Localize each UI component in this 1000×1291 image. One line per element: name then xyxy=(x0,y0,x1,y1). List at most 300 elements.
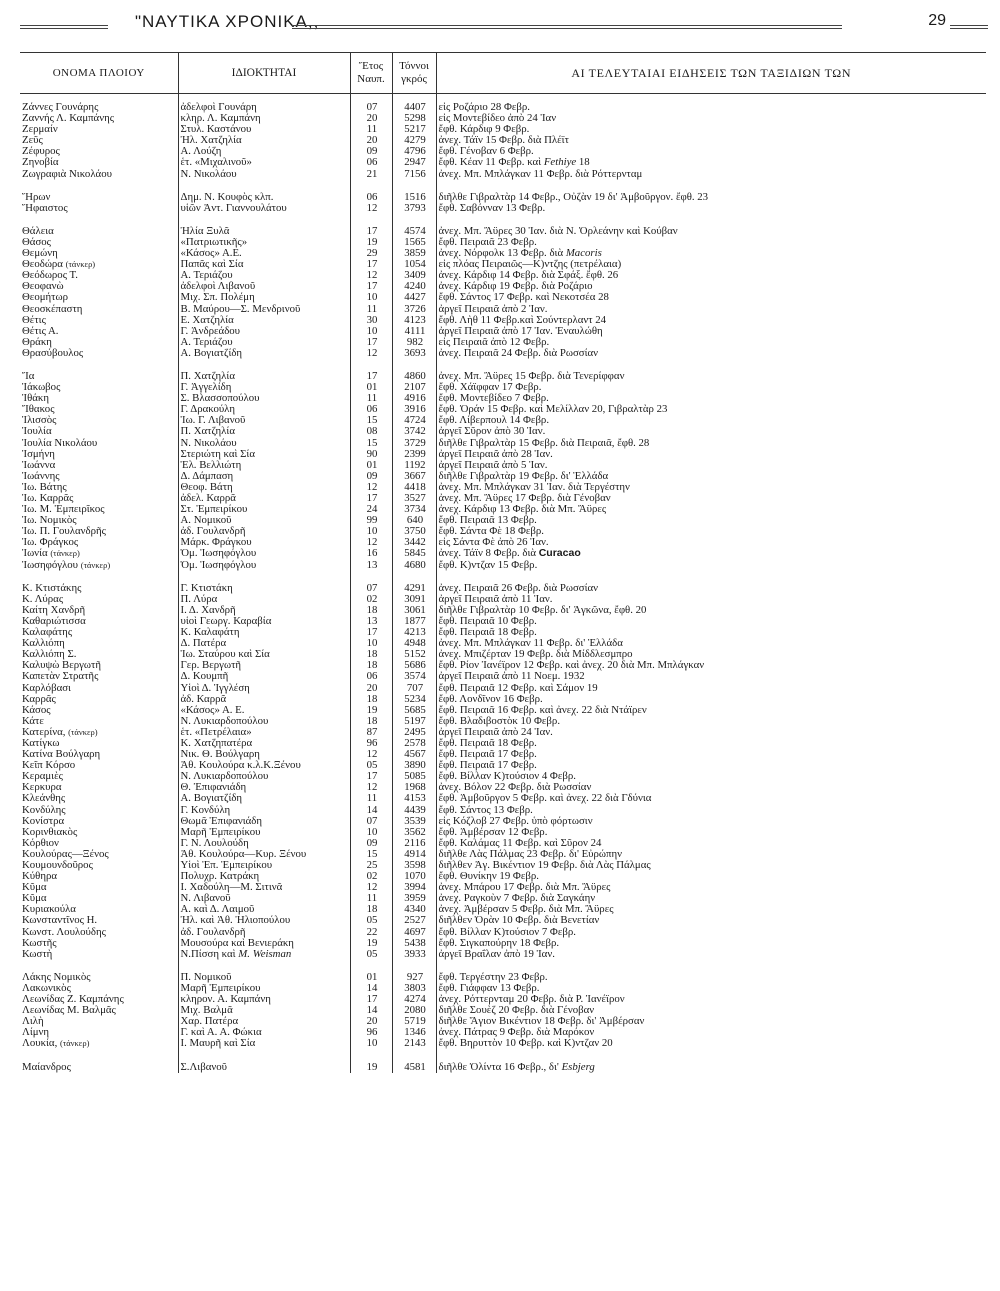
spacer-cell xyxy=(392,960,436,972)
table-row xyxy=(20,515,986,526)
table-row xyxy=(20,760,986,771)
ship-name: Λουκία, (τάνκερ) xyxy=(22,1038,90,1050)
table-row xyxy=(20,1062,986,1073)
ship-name: Κάτε xyxy=(22,715,44,727)
gross-tons: 3693 xyxy=(392,348,436,359)
ship-name: Καλαφάτης xyxy=(22,627,73,639)
gross-tons: 3916 xyxy=(392,404,436,415)
latest-news: διῆλθε Γιβραλτὰρ 10 Φεβρ. δι' Ἀγκῶνα, ἔφθ. 20 xyxy=(436,605,986,616)
gross-tons: 7156 xyxy=(392,169,436,180)
table-row xyxy=(20,203,986,214)
table-row xyxy=(20,315,986,326)
table-row xyxy=(20,949,986,960)
owner: Ὁμ. Ἰωσηφόγλου xyxy=(178,560,350,571)
year-built: 10 xyxy=(350,1038,392,1049)
gross-tons: 3803 xyxy=(392,983,436,994)
table-row xyxy=(20,871,986,882)
gross-tons: 982 xyxy=(392,337,436,348)
spacer-cell xyxy=(350,571,392,583)
latest-news: ἀνεχ. Νόρφολκ 13 Φεβρ. διὰ Macoris xyxy=(436,248,986,259)
gross-tons: 5152 xyxy=(392,649,436,660)
latest-news: ἔφθ. Λονδῖνον 16 Φεβρ. xyxy=(436,694,986,705)
ship-name: Ἰω. Καρρᾶς xyxy=(22,493,74,504)
gross-tons: 2495 xyxy=(392,727,436,738)
gross-tons: 5686 xyxy=(392,660,436,671)
owner: Ἑλ. Βελλιώτη xyxy=(178,460,350,471)
owner: Γ. καὶ Α. Α. Φώκια xyxy=(178,1027,350,1038)
gross-tons: 2107 xyxy=(392,382,436,393)
latest-news: ἔφθ. Πειραιᾶ 18 Φεβρ. xyxy=(436,627,986,638)
latest-news: διῆλθεν Ἀγ. Βικέντιον 19 Φεβρ. διὰ Λὰς Πάλμας xyxy=(436,860,986,871)
gross-tons: 4240 xyxy=(392,281,436,292)
gross-tons: 4153 xyxy=(392,793,436,804)
owner: Ἀθ. Κουλούρα κ.λ.Κ.Ξένου xyxy=(178,760,350,771)
gross-tons: 4948 xyxy=(392,638,436,649)
table-row xyxy=(20,705,986,716)
year-built: 18 xyxy=(350,605,392,616)
table-row xyxy=(20,259,986,270)
owner: Σ.Λιβανοῦ xyxy=(178,1062,350,1073)
ship-name: Θάλεια xyxy=(22,225,54,237)
ship-name: Καίτη Χανδρῆ xyxy=(22,604,86,616)
ship-name: Λάκης Νομικὸς xyxy=(22,971,91,983)
latest-news: διῆλθε Λὰς Πάλμας 23 Φεβρ. δι' Εὐρώπην xyxy=(436,849,986,860)
ship-name: Ἰσμήνη xyxy=(22,448,55,460)
latest-news: ἔφθ. Πειραιᾶ 17 Φεβρ. xyxy=(436,760,986,771)
owner: Β. Μαύρου—Σ. Μενδρινοῦ xyxy=(178,304,350,315)
table-row xyxy=(20,782,986,793)
owner: Ι. Δ. Χανδρῆ xyxy=(178,605,350,616)
ship-name: Κονδύλης xyxy=(22,804,66,816)
ship-name: Κονίστρα xyxy=(22,815,65,827)
journal-title: "ΝΑΥΤΙΚΑ ΧΡΟΝΙΚΑ,, xyxy=(135,12,320,31)
gross-tons: 4860 xyxy=(392,371,436,382)
owner: Π. Νομικοῦ xyxy=(178,972,350,983)
latest-news: διῆλθε Σουὲζ 20 Φεβρ. διὰ Γένοβαν xyxy=(436,1005,986,1016)
ship-name: Θεμώνη xyxy=(22,248,58,260)
owner: Ἠλία Ξυλᾶ xyxy=(178,226,350,237)
latest-news: ἔφθ. Πειραιᾶ 18 Φεβρ. xyxy=(436,738,986,749)
table-row xyxy=(20,882,986,893)
gross-tons: 3726 xyxy=(392,304,436,315)
latest-news: ἀνεχ. Τάϊν 8 Φεβρ. διὰ Curacao xyxy=(436,548,986,559)
gross-tons: 4439 xyxy=(392,805,436,816)
year-built: 01 xyxy=(350,382,392,393)
year-built: 15 xyxy=(350,849,392,860)
spacer-cell xyxy=(350,214,392,226)
table-row xyxy=(20,404,986,415)
table-row xyxy=(20,827,986,838)
gross-tons: 3442 xyxy=(392,537,436,548)
ship-name: Κῦμα xyxy=(22,882,47,894)
latest-news: ἀργεῖ Πειραιᾶ ἀπὸ 11 Ἰαν. xyxy=(436,594,986,605)
gross-tons: 707 xyxy=(392,683,436,694)
ship-name: Κῦμα xyxy=(22,893,47,905)
gross-tons: 3598 xyxy=(392,860,436,871)
table-row xyxy=(20,904,986,915)
ship-name: Λίμνη xyxy=(22,1027,50,1039)
table-row xyxy=(20,237,986,248)
ship-name: Θρασύβουλος xyxy=(22,347,84,359)
spacer-cell xyxy=(178,571,350,583)
spacer-cell xyxy=(20,214,178,226)
ship-name: Κλεάνθης xyxy=(22,793,66,805)
latest-news: ἔφθ. Βίλλαν Κ)τούσιον 4 Φεβρ. xyxy=(436,771,986,782)
gross-tons: 640 xyxy=(392,515,436,526)
owner: κληρον. Α. Καμπάνη xyxy=(178,994,350,1005)
year-built: 16 xyxy=(350,548,392,559)
year-built: 09 xyxy=(350,838,392,849)
gross-tons: 3527 xyxy=(392,493,436,504)
owner: Α. Βογιατζίδη xyxy=(178,793,350,804)
owner: Μουσούρα καὶ Βενιεράκη xyxy=(178,938,350,949)
latest-news: ἀργεῖ Πειραιᾶ ἀπὸ 28 Ἰαν. xyxy=(436,449,986,460)
latest-news: διῆλθε Ἅγιον Βικέντιον 18 Φεβρ. δι' Ἀμβέρσαν xyxy=(436,1016,986,1027)
ship-name: Κατίνα Βούλγαρη xyxy=(22,749,101,761)
ship-name: Ζέφυρος xyxy=(22,146,60,158)
ship-name: Θέτις Α. xyxy=(22,325,59,337)
owner: Ν. Νικολάου xyxy=(178,169,350,180)
table-row xyxy=(20,337,986,348)
owner: Ἠλ. Χατζηλία xyxy=(178,135,350,146)
ship-name: Ἰω. Φράγκος xyxy=(22,537,79,549)
header-rule-left xyxy=(20,25,108,29)
owner: Α. Τεριάζου xyxy=(178,270,350,281)
owner: Ἠλ. καὶ Ἀθ. Ἠλιοπούλου xyxy=(178,915,350,926)
spacer-cell xyxy=(436,960,986,972)
year-built: 10 xyxy=(350,292,392,303)
gross-tons: 1054 xyxy=(392,259,436,270)
table-row xyxy=(20,560,986,571)
latest-news: ἀργεῖ Σῦρον ἀπὸ 30 Ἰαν. xyxy=(436,426,986,437)
latest-news: ἔφθ. Σάντα Φὲ 18 Φεβρ. xyxy=(436,526,986,537)
gross-tons: 1192 xyxy=(392,460,436,471)
owner: Θ. Ἐπιφανιάδη xyxy=(178,782,350,793)
col-header-year-bottom: Ναυπ. xyxy=(357,73,385,85)
owner: Στ. Ἐμπειρίκου xyxy=(178,504,350,515)
gross-tons: 4796 xyxy=(392,146,436,157)
header-rule-middle xyxy=(292,25,842,29)
spacer-cell xyxy=(350,960,392,972)
year-built: 15 xyxy=(350,415,392,426)
owner: Ὁμ. Ἰωσηφόγλου xyxy=(178,548,350,559)
page-number: 29 xyxy=(928,12,946,29)
ship-name: Θάσος xyxy=(22,236,51,248)
col-header-tons xyxy=(392,53,436,94)
gross-tons: 2578 xyxy=(392,738,436,749)
gross-tons: 3729 xyxy=(392,438,436,449)
ship-news-table xyxy=(20,52,986,1073)
gross-tons: 3859 xyxy=(392,248,436,259)
latest-news: ἔφθ. Ἀμβοῦργον 5 Φεβρ. καὶ ἀνεχ. 22 διὰ Γδύνια xyxy=(436,793,986,804)
year-built: 18 xyxy=(350,716,392,727)
year-built: 19 xyxy=(350,1062,392,1073)
gross-tons: 3750 xyxy=(392,526,436,537)
ship-name: Ἰλισσὸς xyxy=(22,415,57,427)
spacer-cell xyxy=(392,214,436,226)
ship-name: Κεραμιὲς xyxy=(22,771,63,783)
gross-tons: 5234 xyxy=(392,694,436,705)
table-row xyxy=(20,382,986,393)
table-row xyxy=(20,927,986,938)
year-built: 12 xyxy=(350,782,392,793)
latest-news: ἔφθ. Σάντος 17 Φεβρ. καὶ Νεκοτσέα 28 xyxy=(436,292,986,303)
owner: Γ. Δρακούλη xyxy=(178,404,350,415)
ship-name: Θεοσκέπαστη xyxy=(22,303,83,315)
owner: Μαρῆ Ἐμπειρίκου xyxy=(178,983,350,994)
year-built: 13 xyxy=(350,560,392,571)
spacer-cell xyxy=(178,180,350,192)
table-row xyxy=(20,113,986,124)
owner: Ἰω. Γ. Λιβανοῦ xyxy=(178,415,350,426)
owner: Στυλ. Καστάνου xyxy=(178,124,350,135)
year-built: 10 xyxy=(350,827,392,838)
owner: Θεοφ. Βάτη xyxy=(178,482,350,493)
header-rule-right xyxy=(950,25,988,29)
gross-tons: 5438 xyxy=(392,938,436,949)
year-built: 17 xyxy=(350,994,392,1005)
table-row xyxy=(20,135,986,146)
col-header-owners: ΙΔΙΟΚΤΗΤΑΙ xyxy=(178,53,350,94)
group-spacer xyxy=(20,1050,986,1062)
table-row xyxy=(20,124,986,135)
latest-news: διῆλθε Ὀλίντα 16 Φεβρ., δι' Esbjerg xyxy=(436,1062,986,1073)
ship-name: Ἰωάννα xyxy=(22,459,56,471)
gross-tons: 2527 xyxy=(392,915,436,926)
owner: Γ. Κονδύλη xyxy=(178,805,350,816)
ship-name: Ζαννής Λ. Καμπάνης xyxy=(22,113,115,125)
owner: Ι. Μαυρῆ καὶ Σία xyxy=(178,1038,350,1049)
year-built: 01 xyxy=(350,460,392,471)
latest-news: ἔφθ. Λὴθ 11 Φεβρ.καὶ Σούντερλαντ 24 xyxy=(436,315,986,326)
owner: υἱῶν Ἀντ. Γιαννουλάτου xyxy=(178,203,350,214)
table-row xyxy=(20,304,986,315)
year-built: 19 xyxy=(350,237,392,248)
ship-name: Ζηνοβία xyxy=(22,157,59,169)
year-built: 08 xyxy=(350,426,392,437)
year-built: 15 xyxy=(350,438,392,449)
table-row xyxy=(20,638,986,649)
owner: Π. Λύρα xyxy=(178,594,350,605)
owner: Μάρκ. Φράγκου xyxy=(178,537,350,548)
owner: Μιχ. Σπ. Πολέμη xyxy=(178,292,350,303)
owner: ἀδ. Γουλανδρῆ xyxy=(178,927,350,938)
latest-news: ἀνεχ. Μπιζέρταν 19 Φεβρ. διὰ Μίδδλεσμπρο xyxy=(436,649,986,660)
gross-tons: 2399 xyxy=(392,449,436,460)
latest-news: ἀργεῖ Πειραιᾶ ἀπὸ 24 Ἰαν. xyxy=(436,727,986,738)
year-built: 22 xyxy=(350,927,392,938)
table-row xyxy=(20,1005,986,1016)
year-built: 87 xyxy=(350,727,392,738)
owner: ἑτ. «Πετρέλαια» xyxy=(178,727,350,738)
ship-name: Κουμουνδοῦρος xyxy=(22,860,93,871)
year-built: 17 xyxy=(350,371,392,382)
owner: Ἀθ. Κουλούρα—Κυρ. Ξένου xyxy=(178,849,350,860)
spacer-cell xyxy=(178,359,350,371)
latest-news: ἔφθ. Κέαν 11 Φεβρ. καὶ Fethiye 18 xyxy=(436,157,986,168)
owner: Υἱοὶ Ἐπ. Ἐμπειρίκου xyxy=(178,860,350,871)
ship-name: Κωστῆς xyxy=(22,937,57,949)
spacer-cell xyxy=(178,1050,350,1062)
year-built: 17 xyxy=(350,259,392,270)
spacer-cell xyxy=(20,571,178,583)
gross-tons: 1877 xyxy=(392,616,436,627)
gross-tons: 4340 xyxy=(392,904,436,915)
ship-name: Λιλὴ xyxy=(22,1016,44,1028)
gross-tons: 4581 xyxy=(392,1062,436,1073)
gross-tons: 2080 xyxy=(392,1005,436,1016)
year-built: 10 xyxy=(350,526,392,537)
latest-news: διῆλθε Γιβραλτὰρ 19 Φεβρ. δι' Ἑλλάδα xyxy=(436,471,986,482)
owner: Π. Χατζηλία xyxy=(178,371,350,382)
latest-news: ἔφθ. Σάντος 13 Φεβρ. xyxy=(436,805,986,816)
table-row xyxy=(20,627,986,638)
year-built: 19 xyxy=(350,705,392,716)
table-row xyxy=(20,671,986,682)
year-built: 17 xyxy=(350,226,392,237)
gross-tons: 5197 xyxy=(392,716,436,727)
table-row xyxy=(20,716,986,727)
table-row xyxy=(20,915,986,926)
spacer-cell xyxy=(436,1050,986,1062)
table-row xyxy=(20,805,986,816)
gross-tons: 3994 xyxy=(392,882,436,893)
table-row xyxy=(20,537,986,548)
gross-tons: 3409 xyxy=(392,270,436,281)
gross-tons: 1346 xyxy=(392,1027,436,1038)
latest-news: ἔφθ. Κ)ντζαν 15 Φεβρ. xyxy=(436,560,986,571)
year-built: 11 xyxy=(350,393,392,404)
owner: Θωμᾶ Ἐπιφανιάδη xyxy=(178,816,350,827)
latest-news: ἔφθ. Πειραιᾶ 12 Φεβρ. καὶ Σάμον 19 xyxy=(436,683,986,694)
latest-news: ἔφθ. Γένοβαν 6 Φεβρ. xyxy=(436,146,986,157)
year-built: 11 xyxy=(350,304,392,315)
ship-name: Ἥρων xyxy=(22,191,51,203)
ship-name: Λεωνίδας Μ. Βαλμᾶς xyxy=(22,1005,116,1017)
gross-tons: 5719 xyxy=(392,1016,436,1027)
table-row xyxy=(20,605,986,616)
owner: Ν. Λιβανοῦ xyxy=(178,893,350,904)
latest-news: ἀνεχ. Ραγκοὺν 7 Φεβρ. διὰ Σαγκάην xyxy=(436,893,986,904)
spacer-cell xyxy=(436,214,986,226)
latest-news: ἔφθ. Σιγκαπούρην 18 Φεβρ. xyxy=(436,938,986,949)
year-built: 14 xyxy=(350,1005,392,1016)
ship-name: Ἰω. Νομικὸς xyxy=(22,515,77,527)
latest-news: ἔφθ. Πειραιᾶ 10 Φεβρ. xyxy=(436,616,986,627)
year-built: 29 xyxy=(350,248,392,259)
table-row xyxy=(20,393,986,404)
ship-name: Κουλούρας—Ξένος xyxy=(22,848,109,860)
gross-tons: 3933 xyxy=(392,949,436,960)
owner: Δ. Πατέρα xyxy=(178,638,350,649)
latest-news: ἀνεχ. Ρόττερνταμ 20 Φεβρ. διὰ Ρ. Ἰανέϊρον xyxy=(436,994,986,1005)
gross-tons: 3574 xyxy=(392,671,436,682)
latest-news: ἀνεχ. Κάρδιφ 19 Φεβρ. διὰ Ροζάριο xyxy=(436,281,986,292)
latest-news: ἔφθ. Κάρδιφ 9 Φεβρ. xyxy=(436,124,986,135)
year-built: 10 xyxy=(350,326,392,337)
year-built: 17 xyxy=(350,627,392,638)
ship-name: Κάσος xyxy=(22,704,51,716)
ship-name: Καλλιόπη xyxy=(22,638,65,650)
table-row xyxy=(20,1016,986,1027)
owner: Ν. Νικολάου xyxy=(178,438,350,449)
ship-name: Καλυψὼ Βεργωτῆ xyxy=(22,660,101,672)
ship-name: Ἰω. Μ. Ἐμπειρῖκος xyxy=(22,504,105,516)
spacer-cell xyxy=(436,359,986,371)
year-built: 13 xyxy=(350,616,392,627)
ship-name: Λακωνικὸς xyxy=(22,982,71,994)
gross-tons: 4574 xyxy=(392,226,436,237)
col-header-latest-news: ΑΙ ΤΕΛΕΥΤΑΙΑΙ ΕΙΔΗΣΕΙΣ ΤΩΝ ΤΑΞΙΔΙΩΝ ΤΩΝ xyxy=(436,53,986,94)
owner: ἀδ. Καρρᾶ xyxy=(178,694,350,705)
spacer-cell xyxy=(20,960,178,972)
owner: Π. Χατζηλία xyxy=(178,426,350,437)
latest-news: ἀνεχ. Βόλον 22 Φεβρ. διὰ Ρωσσίαν xyxy=(436,782,986,793)
ship-name: Ἥφαιστος xyxy=(22,202,68,214)
spacer-cell xyxy=(178,214,350,226)
gross-tons: 3562 xyxy=(392,827,436,838)
latest-news: ἀνεχ. Μπ. Ἄϋρες 15 Φεβρ. διὰ Τενερίφφαν xyxy=(436,371,986,382)
year-built: 14 xyxy=(350,805,392,816)
year-built: 07 xyxy=(350,583,392,594)
year-built: 20 xyxy=(350,135,392,146)
table-row xyxy=(20,860,986,871)
col-header-year-top: Ἔτος xyxy=(358,60,384,72)
year-built: 18 xyxy=(350,660,392,671)
ship-name: Θέτις xyxy=(22,314,46,326)
ship-name: Καρλόβασι xyxy=(22,682,71,694)
owner: Μαρῆ Ἐμπειρίκου xyxy=(178,827,350,838)
owner: Δ. Κουμπῆ xyxy=(178,671,350,682)
year-built: 12 xyxy=(350,882,392,893)
group-spacer xyxy=(20,180,986,192)
ship-name: Κατίγκω xyxy=(22,737,60,749)
ship-name: Κωνστ. Λουλούδης xyxy=(22,926,106,938)
ship-name: Κεῖπ Κόρσο xyxy=(22,760,76,772)
spacer-cell xyxy=(392,571,436,583)
owner: Χαρ. Πατέρα xyxy=(178,1016,350,1027)
ship-name: Καλλιόπη Σ. xyxy=(22,649,77,661)
owner: Γερ. Βεργωτῆ xyxy=(178,660,350,671)
latest-news: εἰς Μοντεβίδεο ἀπὸ 24 Ἰαν xyxy=(436,113,986,124)
spacer-cell xyxy=(20,359,178,371)
year-built: 14 xyxy=(350,983,392,994)
owner: Νικ. Θ. Βούλγαρη xyxy=(178,749,350,760)
table-row xyxy=(20,583,986,594)
table-row xyxy=(20,292,986,303)
year-built: 20 xyxy=(350,683,392,694)
ship-name: Κόρθιον xyxy=(22,837,59,849)
owner: Μιχ. Βαλμᾶ xyxy=(178,1005,350,1016)
table-row xyxy=(20,983,986,994)
ship-name: Κωστὴ xyxy=(22,948,53,960)
latest-news: εἰς Κόζλοβ 27 Φεβρ. ὑπὸ φόρτωσιν xyxy=(436,816,986,827)
gross-tons: 4916 xyxy=(392,393,436,404)
gross-tons: 5685 xyxy=(392,705,436,716)
gross-tons: 5845 xyxy=(392,548,436,559)
year-built: 96 xyxy=(350,738,392,749)
owner: Δ. Δάμπαση xyxy=(178,471,350,482)
ship-name: Κατερίνα, (τάνκερ) xyxy=(22,726,98,738)
owner: «Κάσος» Α. Ε. xyxy=(178,705,350,716)
gross-tons: 1565 xyxy=(392,237,436,248)
latest-news: ἔφθ. Πειραιᾶ 16 Φεβρ. καὶ ἀνεχ. 22 διὰ Ντάϊρεν xyxy=(436,705,986,716)
owner: Α. καὶ Δ. Λαιμοῦ xyxy=(178,904,350,915)
year-built: 12 xyxy=(350,203,392,214)
spacer-cell xyxy=(392,1050,436,1062)
table-row xyxy=(20,326,986,337)
latest-news: ἀνεχ. Πειραιᾶ 26 Φεβρ. διὰ Ρωσσίαν xyxy=(436,583,986,594)
